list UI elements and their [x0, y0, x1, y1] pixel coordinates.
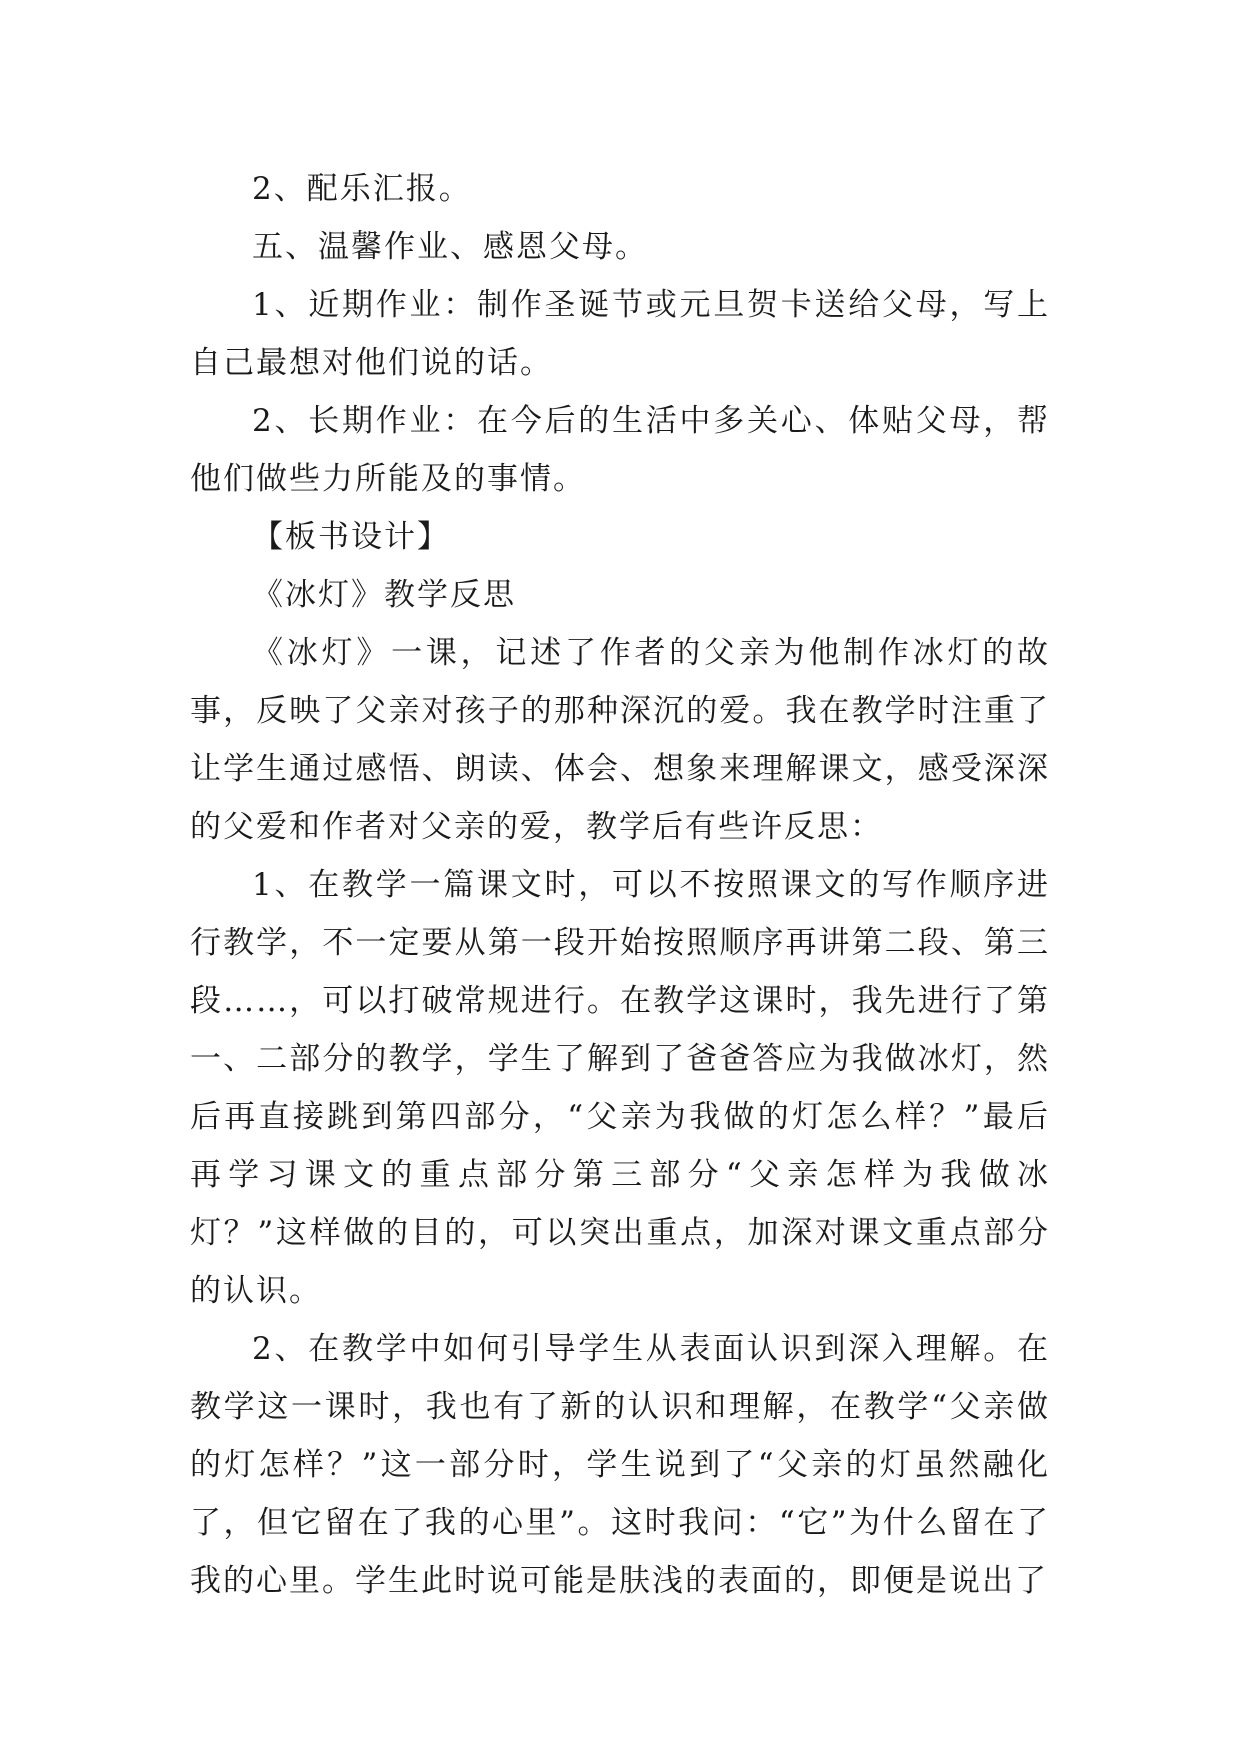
paragraph-reflection-point-two: 2、在教学中如何引导学生从表面认识到深入理解。在教学这一课时，我也有了新的认识和理解，在教学“父亲做的灯怎样？”这一部分时，学生说到了“父亲的灯虽然融化了，但它留在了我的心里”。这时我问：“它”为什么留在了我的心里。学生此时说可能是肤浅的表面的，即便是说出了 — [190, 1331, 1050, 1599]
paragraph-long-term-homework: 2、长期作业：在今后的生活中多关心、体贴父母，帮他们做些力所能及的事情。 — [190, 403, 1050, 497]
paragraph-board-design-heading: 【板书设计】 — [252, 519, 450, 555]
paragraph-reflection-point-one: 1、在教学一篇课文时，可以不按照课文的写作顺序进行教学，不一定要从第一段开始按照顺序再讲第二段、第三段……，可以打破常规进行。在教学这课时，我先进行了第一、二部分的教学，学生了解到了爸爸答应为我做冰灯，然后再直接跳到第四部分，“父亲为我做的灯怎么样？”最后再学习课文的重点部分第三部分“父亲怎样为我做冰灯？”这样做的目的，可以突出重点，加深对课文重点部分的认识。 — [190, 867, 1050, 1309]
paragraph-reflection-title: 《冰灯》教学反思 — [252, 577, 516, 613]
paragraph-reflection-intro: 《冰灯》一课，记述了作者的父亲为他制作冰灯的故事，反映了父亲对孩子的那种深沉的爱。我在教学时注重了让学生通过感悟、朗读、体会、想象来理解课文，感受深深的父爱和作者对父亲的爱，教学后有些许反思： — [190, 635, 1050, 845]
paragraph-report-music: 2、配乐汇报。 — [252, 171, 472, 207]
paragraph-short-term-homework: 1、近期作业：制作圣诞节或元旦贺卡送给父母，写上自己最想对他们说的话。 — [190, 287, 1050, 381]
paragraph-section-five-heading: 五、温馨作业、感恩父母。 — [252, 229, 648, 265]
document-body — [190, 160, 1050, 1610]
